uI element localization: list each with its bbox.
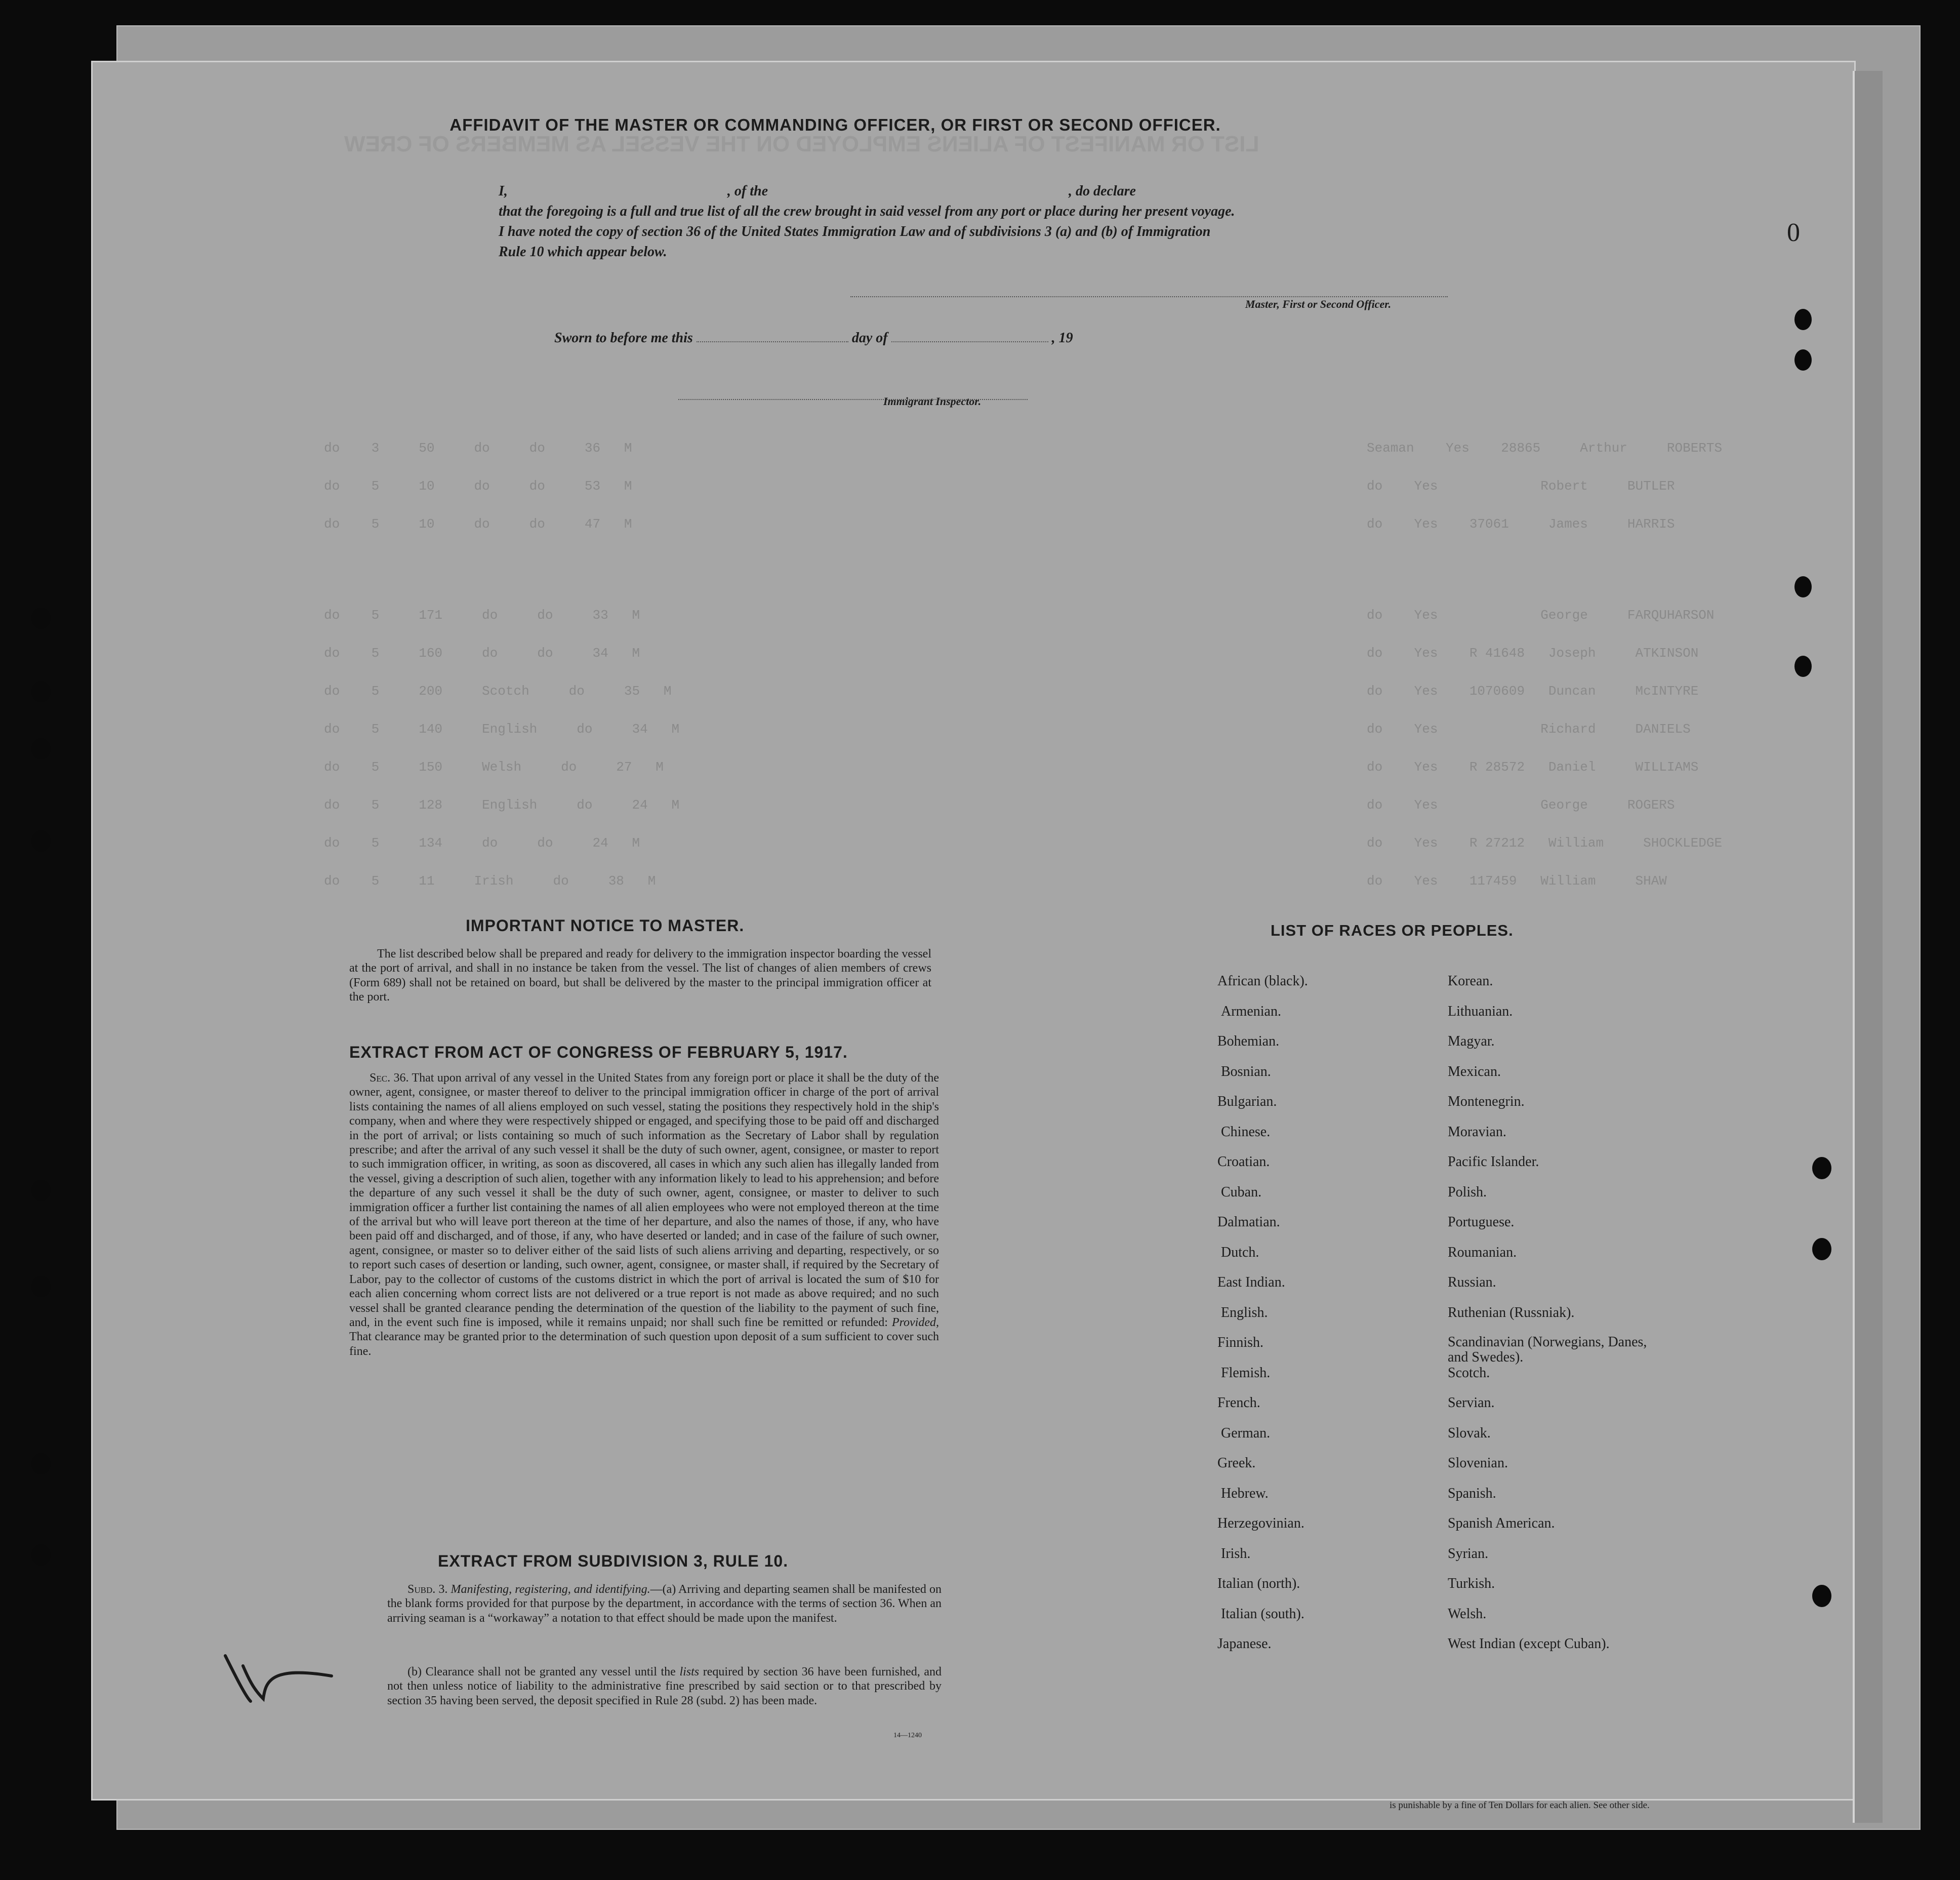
binder-hole-icon <box>1812 1238 1831 1260</box>
binder-hole-icon <box>1794 349 1812 371</box>
bleed-through-row: do Yes George ROGERS <box>1367 797 1675 813</box>
race-item: Dutch. <box>1221 1244 1259 1260</box>
bleed-through-row: Seaman Yes 28865 Arthur ROBERTS <box>1367 441 1723 456</box>
race-item: West Indian (except Cuban). <box>1448 1636 1610 1652</box>
race-item: Spanish. <box>1448 1485 1496 1501</box>
binder-hole-icon <box>1794 309 1812 330</box>
act-text <box>349 1071 939 1358</box>
bleed-through-row: do Yes 117459 William SHAW <box>1367 873 1667 889</box>
bleed-through-row: do 5 134 do do 24 M <box>324 835 640 851</box>
bleed-through-row: do Yes 37061 James HARRIS <box>1367 516 1675 532</box>
form-number: 14—1240 <box>893 1732 922 1739</box>
race-item: Roumanian. <box>1448 1244 1517 1260</box>
declaration-do-declare: , do declare <box>1069 183 1136 199</box>
race-item: Armenian. <box>1221 1003 1281 1019</box>
race-item: Spanish American. <box>1448 1515 1555 1531</box>
act-proviso-text: That clearance may be granted prior to the determination of such question upon deposit of a sum sufficient to cover such fine. <box>349 1330 939 1358</box>
race-item: East Indian. <box>1217 1274 1285 1290</box>
rule-para-b-rest: required by section 36 have been furnished, and not then unless notice of liability to the administrative fine prescribed by said section or to that prescribed by section 35 having been served, the deposit specified in Rule 28 (subd. 2) has been made. <box>387 1665 942 1707</box>
race-item: Ruthenian (Russniak). <box>1448 1304 1575 1321</box>
race-item: Mexican. <box>1448 1063 1501 1079</box>
race-item: African (black). <box>1217 973 1308 989</box>
binder-hole-icon <box>1794 576 1812 597</box>
margin-mark: 0 <box>1787 218 1800 247</box>
race-item: German. <box>1221 1425 1271 1441</box>
act-title: EXTRACT FROM ACT OF CONGRESS OF FEBRUARY 5, 1917. <box>349 1043 848 1061</box>
declaration-of-the: , of the <box>727 183 768 199</box>
rule-subd-label: Subd. 3. <box>407 1583 448 1596</box>
race-item: Bosnian. <box>1221 1063 1271 1079</box>
race-item: Turkish. <box>1448 1576 1495 1591</box>
footer-note: is punishable by a fine of Ten Dollars for each alien. See other side. <box>1390 1800 1650 1811</box>
race-item: Chinese. <box>1221 1124 1271 1140</box>
bleed-through-row: do 5 140 English do 34 M <box>324 722 680 737</box>
declaration-line-3: I have noted the copy of section 36 of the United States Immigration Law and of subdivisions 3 (a) and (b) of Immigration <box>499 224 1211 239</box>
race-item: Cuban. <box>1221 1184 1262 1200</box>
affidavit-title: AFFIDAVIT OF THE MASTER OR COMMANDING OFFICER, OR FIRST OR SECOND OFFICER. <box>450 115 1221 134</box>
binder-hole-icon <box>31 1180 51 1201</box>
race-item: Scotch. <box>1448 1365 1490 1381</box>
rule-para-b-lists: lists <box>679 1665 700 1678</box>
race-item: Slovenian. <box>1448 1455 1508 1471</box>
bleed-through-row: do 5 128 English do 24 M <box>324 797 680 813</box>
rule-para-b-start: (b) Clearance shall not be granted any vessel until the <box>407 1665 676 1678</box>
binder-hole-icon <box>31 1453 51 1474</box>
act-proviso-word: Provided, <box>891 1315 939 1329</box>
bleed-through-row: do 5 10 do do 47 M <box>324 516 632 532</box>
sworn-line <box>554 330 1073 346</box>
declaration-i: I, <box>499 183 508 199</box>
race-item: Bulgarian. <box>1217 1094 1277 1109</box>
binder-hole-icon <box>31 738 51 759</box>
race-item: Portuguese. <box>1448 1214 1515 1230</box>
act-section-label: Sec. 36. <box>370 1071 409 1085</box>
race-item: Moravian. <box>1448 1124 1506 1140</box>
binder-hole-icon <box>1812 1585 1831 1607</box>
bleed-through-heading: LIST OR MANIFEST OF ALIENS EMPLOYED ON THE VESSEL AS MEMBERS OF CREW <box>344 132 1259 156</box>
race-item: English. <box>1221 1304 1268 1321</box>
race-item: Welsh. <box>1448 1606 1487 1622</box>
handwritten-mark-icon <box>215 1635 337 1711</box>
race-item: Bohemian. <box>1217 1033 1280 1049</box>
binder-hole-icon <box>31 1544 51 1566</box>
bleed-through-row: do 5 200 Scotch do 35 M <box>324 684 672 699</box>
binder-hole-icon <box>31 830 51 852</box>
rule-subd-heading: Manifesting, registering, and identifying. <box>451 1583 650 1596</box>
race-item: Herzegovinian. <box>1217 1515 1304 1531</box>
notice-body: The list described below shall be prepared and ready for delivery to the immigration inspector boarding the vessel at the port of arrival, and shall in no instance be taken from the vessel. The list of changes of alien members of crews (Form 689) shall not be retained on board, but shall be delivered by the master to the principal immigration officer at the port. <box>349 947 931 1004</box>
bleed-through-row: do 5 171 do do 33 M <box>324 608 640 623</box>
bleed-through-row: do Yes Robert BUTLER <box>1367 478 1675 494</box>
race-item: Lithuanian. <box>1448 1003 1513 1019</box>
rule-para-b <box>387 1665 942 1708</box>
race-item: Italian (south). <box>1221 1606 1304 1622</box>
sheet-edge <box>1853 71 1883 1823</box>
binder-hole-icon <box>31 1276 51 1297</box>
inspector-signature-label: Immigrant Inspector. <box>883 395 982 408</box>
declaration-line-1 <box>499 183 1136 199</box>
race-item: Slovak. <box>1448 1425 1491 1441</box>
race-item: Pacific Islander. <box>1448 1154 1539 1170</box>
day-blank <box>697 341 848 342</box>
bleed-through-row: do Yes R 41648 Joseph ATKINSON <box>1367 646 1699 661</box>
document-page <box>91 61 1856 1801</box>
race-item: Scandinavian (Norwegians, Danes, and Swedes). <box>1448 1334 1647 1365</box>
race-item: French. <box>1217 1395 1260 1411</box>
rule-para-a <box>387 1582 942 1625</box>
declaration-line-4: Rule 10 which appear below. <box>499 244 667 260</box>
race-item: Flemish. <box>1221 1365 1271 1381</box>
race-item: Montenegrin. <box>1448 1094 1525 1109</box>
bleed-through-row: do 5 150 Welsh do 27 M <box>324 759 664 775</box>
race-item: Korean. <box>1448 973 1493 989</box>
rule-title: EXTRACT FROM SUBDIVISION 3, RULE 10. <box>438 1552 789 1570</box>
race-item: Syrian. <box>1448 1545 1489 1562</box>
bleed-through-row: do Yes R 28572 Daniel WILLIAMS <box>1367 759 1699 775</box>
master-signature-label: Master, First or Second Officer. <box>1245 298 1392 310</box>
notice-title: IMPORTANT NOTICE TO MASTER. <box>466 916 745 935</box>
bleed-through-row: do 5 11 Irish do 38 M <box>324 873 656 889</box>
declaration-line-2: that the foregoing is a full and true list of all the crew brought in said vessel from any port or place during her present voyage. <box>499 204 1235 219</box>
race-item: Servian. <box>1448 1395 1495 1411</box>
bleed-through-row: do 3 50 do do 36 M <box>324 441 632 456</box>
binder-hole-icon <box>31 608 51 629</box>
binder-hole-icon <box>1794 656 1812 677</box>
bleed-through-row: do 5 10 do do 53 M <box>324 478 632 494</box>
race-item: Dalmatian. <box>1217 1214 1280 1230</box>
races-title: LIST OF RACES OR PEOPLES. <box>1271 922 1514 939</box>
master-signature-line <box>850 296 1448 297</box>
race-item: Russian. <box>1448 1274 1496 1290</box>
sworn-before-label: Sworn to before me this <box>554 330 693 346</box>
race-item: Hebrew. <box>1221 1485 1269 1501</box>
act-body: That upon arrival of any vessel in the United States from any foreign port or place it shall be the duty of the owner, agent, consignee, or master thereof to deliver to the principal immigration officer in charge of the port of arrival lists containing the names of all aliens employed on such vessel, stating the positions they respectively hold in the ship's company, when and where they were respectively shipped or engaged, and specifying those to be paid off and discharged in the port of arrival; or lists containing so much of such information as the Secretary of Labor shall by regulation prescribe; and after the arrival of any such vessel it shall be the duty of such owner, agent, consignee, or master to report to such immigration officer, in writing, as soon as discovered, all cases in which any such alien has illegally landed from the vessel, giving a description of such alien, together with any information likely to lead to his apprehension; and before the departure of any such vessel it shall be the duty of such owner, agent, consignee, or master to deliver to such immigration officer a further list containing the names of all alien employees who were not employed thereon at the time of the arrival but who will leave port thereon at the time of her departure, and also the names of those, if any, who have been paid off and discharged, and of those, if any, who have deserted or landed; and in case of the failure of such owner, agent, consignee, or master so to deliver either of the said lists of such aliens arriving and departing, respectively, or so to report such cases of desertion or landing, such owner, agent, consignee, or master shall, if required by the Secretary of Labor, pay to the collector of customs of the customs district in which the port of arrival is located the sum of $10 for each alien concerning whom correct lists are not delivered or a true report is not made as above required; and no such vessel shall be granted clearance pending the determination of the question of the liability to the payment of such fine, and, in the event such fine is imposed, while it remains unpaid; nor shall such fine be remitted or refunded: <box>349 1071 940 1329</box>
race-item: Magyar. <box>1448 1033 1495 1049</box>
race-item: Finnish. <box>1217 1335 1264 1350</box>
bleed-through-row: do Yes Richard DANIELS <box>1367 722 1691 737</box>
bleed-through-row: do Yes George FARQUHARSON <box>1367 608 1714 623</box>
binder-hole-icon <box>31 681 51 702</box>
bleed-through-row: do Yes 1070609 Duncan McINTYRE <box>1367 684 1699 699</box>
race-item: Croatian. <box>1217 1154 1270 1170</box>
race-item: Japanese. <box>1217 1636 1272 1652</box>
year-label: , 19 <box>1051 330 1073 346</box>
race-item: Polish. <box>1448 1184 1487 1200</box>
notice-text <box>349 947 931 1005</box>
day-of-label: day of <box>851 330 888 346</box>
binder-hole-icon <box>1812 1157 1831 1179</box>
race-item: Irish. <box>1221 1545 1251 1562</box>
bleed-through-row: do Yes R 27212 William SHOCKLEDGE <box>1367 835 1723 851</box>
month-blank <box>891 341 1048 342</box>
race-item: Italian (north). <box>1217 1576 1300 1591</box>
rule-para-a-text: —(a) Arriving and departing seamen shall be manifested on the blank forms provided for that purpose by the department, in accordance with the terms of section 36. When an arriving seaman is a “workaway” a notation to that effect should be made upon the manifest. <box>387 1583 942 1625</box>
race-item: Greek. <box>1217 1455 1256 1471</box>
bleed-through-row: do 5 160 do do 34 M <box>324 646 640 661</box>
